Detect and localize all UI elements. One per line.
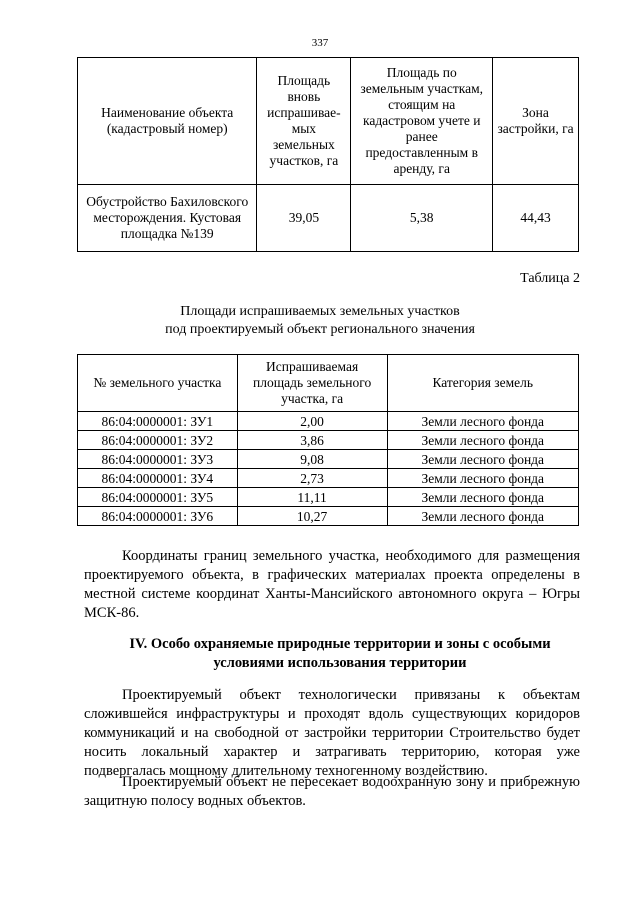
table-cell: Земли лесного фонда	[387, 450, 579, 469]
table-cell: 86:04:0000001: ЗУ3	[78, 450, 238, 469]
table-cell: 5,38	[351, 185, 493, 252]
table-cell: 86:04:0000001: ЗУ1	[78, 412, 238, 431]
table-row	[78, 412, 579, 431]
table-row	[78, 450, 579, 469]
table-cell: 86:04:0000001: ЗУ2	[78, 431, 238, 450]
table-cell: Земли лесного фонда	[387, 507, 579, 526]
objects-area-table	[77, 57, 579, 252]
table-cell: Земли лесного фонда	[387, 431, 579, 450]
column-header-new-area: Площадь вновь испрашивае-мых земельных участков, га	[257, 58, 351, 185]
table-cell: Обустройство Бахиловского месторождения. Кустовая площадка №139	[78, 185, 257, 252]
table-title-line: под проектируемый объект регионального значения	[165, 322, 475, 337]
column-header-land-category: Категория земель	[387, 355, 579, 412]
table-cell: Земли лесного фонда	[387, 488, 579, 507]
table-row	[78, 488, 579, 507]
land-plots-table	[77, 354, 579, 526]
table-cell: 3,86	[237, 431, 387, 450]
body-paragraph: Проектируемый объект не пересекает водоохранную зону и прибрежную защитную полосу водных объектов.	[84, 774, 580, 809]
table-cell: 9,08	[237, 450, 387, 469]
coordinates-paragraph: Координаты границ земельного участка, необходимого для размещения проектируемого объекта, в графических материалах проекта определены в местной системе координат Ханты-Мансийского автономного округа – Югры МСК-86.	[84, 548, 580, 621]
table-cell: 2,00	[237, 412, 387, 431]
table-cell: Земли лесного фонда	[387, 412, 579, 431]
table-caption: Таблица 2	[520, 271, 580, 286]
table-cell: 2,73	[237, 469, 387, 488]
column-header-object-name: Наименование объекта (кадастровый номер)	[78, 58, 257, 185]
table-row	[78, 431, 579, 450]
column-header-requested-area: Испрашиваемая площадь земельного участка, га	[237, 355, 387, 412]
table-title-line: Площади испрашиваемых земельных участков	[180, 304, 460, 319]
table-header-row	[78, 355, 579, 412]
table-row	[78, 185, 579, 252]
table-cell: 10,27	[237, 507, 387, 526]
table-cell: 11,11	[237, 488, 387, 507]
section-heading: IV. Особо охраняемые природные территории и зоны с особыми условиями использования территории	[129, 636, 551, 671]
table-cell: 44,43	[493, 185, 579, 252]
column-header-cadastral-area: Площадь по земельным участкам, стоящим на кадастровом учете и ранее предоставленным в аренду, га	[351, 58, 493, 185]
page-number: 337	[311, 37, 329, 49]
table-row	[78, 507, 579, 526]
table-row	[78, 469, 579, 488]
column-header-zone-area: Зона застройки, га	[493, 58, 579, 185]
table-cell: 86:04:0000001: ЗУ5	[78, 488, 238, 507]
column-header-plot-number: № земельного участка	[78, 355, 238, 412]
table-title	[0, 303, 640, 339]
table-cell: Земли лесного фонда	[387, 469, 579, 488]
table-cell: 86:04:0000001: ЗУ6	[78, 507, 238, 526]
table-cell: 86:04:0000001: ЗУ4	[78, 469, 238, 488]
table-cell: 39,05	[257, 185, 351, 252]
table-header-row	[78, 58, 579, 185]
body-paragraph: Проектируемый объект технологически привязаны к объектам сложившейся инфраструктуры и проходят вдоль существующих коридоров коммуникаций и на свободной от застройки территории Строительство будет носить локальный характер и затрагивать территорию, которая уже подвергалась мощному длительному техногенному воздействию.	[84, 687, 580, 779]
